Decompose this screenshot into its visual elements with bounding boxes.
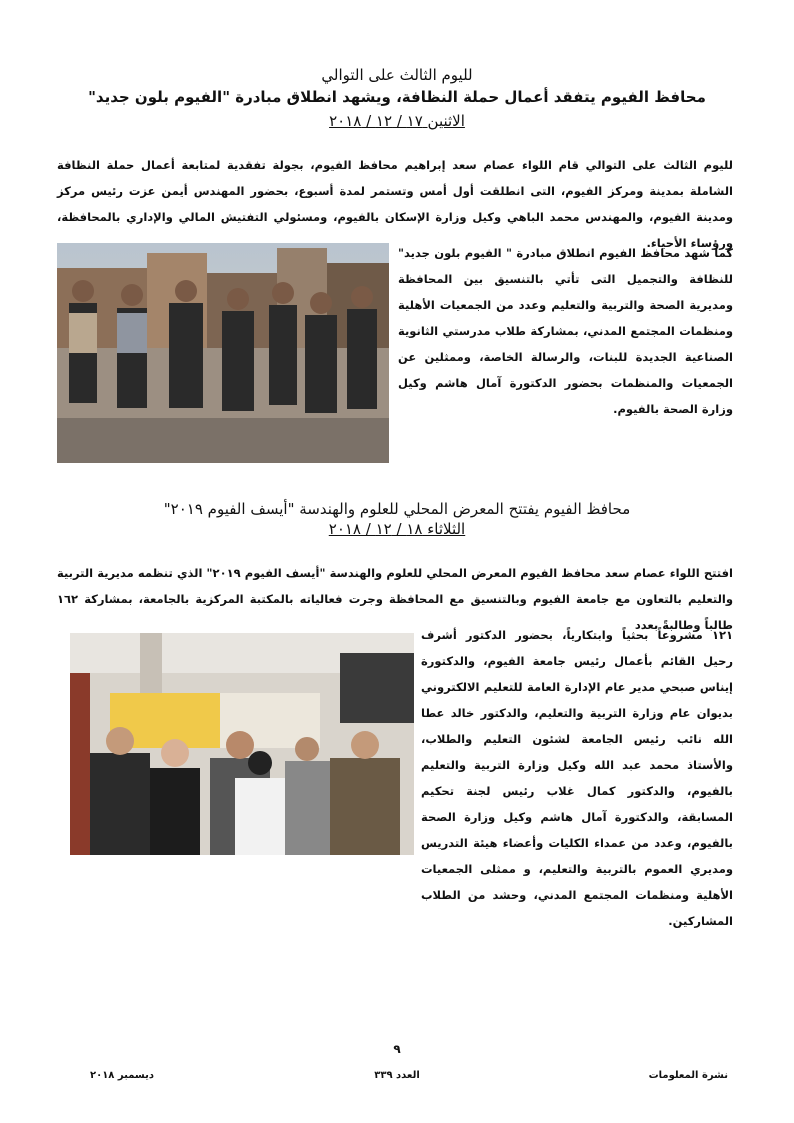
article1-paragraph-2: كما شهد محافظ الفيوم انطلاق مبادرة " الفيوم بلون جديد" للنظافة والتجميل التى تأتي بالتنسيق بين المحافظة ومديرية الصحة والتربية والتعليم وعدد من الجمعيات الأهلية ومنظمات المجتمع المدني، بمشاركة طلاب مدرستي الثانوية الصناعية الجديدة للبنات، والرسالة الخاصة، وممثلين عن الجمعيات والمنظمات بحضور الدكتورة آمال هاشم وكيل وزارة الصحة بالفيوم. — [398, 246, 733, 416]
footer-issue: العدد ٣٣٩ — [374, 1070, 420, 1081]
article1-headline: محافظ الفيوم يتفقد أعمال حملة النظافة، ويشهد انطلاق مبادرة "الفيوم بلون جديد" — [88, 88, 706, 106]
footer-month: ديسمبر ٢٠١٨ — [90, 1070, 154, 1081]
article1-kicker: لليوم الثالث على التوالي — [321, 66, 473, 84]
article1-date-text: الاثنين ١٧ / ١٢ / ٢٠١٨ — [329, 112, 465, 130]
cleanup-campaign-photo — [57, 243, 389, 463]
article2-date-text: الثلاثاء ١٨ / ١٢ / ٢٠١٨ — [328, 520, 466, 538]
article2-paragraph-1: افتتح اللواء عصام سعد محافظ الفيوم المعرض المحلي للعلوم والهندسة "أيسف الفيوم ٢٠١٩" الذي تنظمه مديرية التربية والتعليم بالتعاون مع جامعة الفيوم وبالتنسيق مع المحافظة وجرت فعالياته بالمكتبة المركزية بالجامعة، بمشاركة ١٦٢ طالباً وطالبةً بعدد — [57, 566, 733, 632]
article1-photo — [57, 243, 389, 463]
article2-paragraph-2: ١٢١ مشروعاً بحثياً وابتكارياً، بحضور الدكتور أشرف رحيل القائم بأعمال رئيس جامعة الفيوم، والدكتورة إيناس صبحي مدير عام الإدارة العامة للتعليم الالكتروني بديوان عام وزارة التربية والتعليم، والدكتور خالد عطا الله نائب رئيس الجامعة لشئون التعليم والطلاب، والأستاذ محمد عبد الله وكيل وزارة التربية والتعليم بالفيوم، والدكتور كمال غلاب رئيس لجنة تحكيم المسابقة، والدكتورة آمال هاشم وكيل وزارة الصحة بالفيوم، وعدد من عمداء الكليات وأعضاء هيئة التدريس ومديري العموم بالتربية والتعليم، و ممثلى الجمعيات الأهلية ومنظمات المجتمع المدني، وحشد من الطلاب المشاركين. — [421, 628, 733, 928]
article2-date — [0, 520, 794, 538]
page-number: ٩ — [393, 1042, 401, 1056]
footer-publication: نشرة المعلومات — [648, 1070, 728, 1081]
article2-headline: محافظ الفيوم يفتتح المعرض المحلي للعلوم والهندسة "أيسف الفيوم ٢٠١٩" — [163, 500, 631, 518]
science-fair-photo — [70, 633, 414, 855]
article1-paragraph-1: لليوم الثالث على التوالي قام اللواء عصام سعد إبراهيم محافظ الفيوم، بجولة تفقدية لمتابعة أعمال حملة النظافة الشاملة بمدينة ومركز الفيوم، التى انطلقت أول أمس وتستمر لمدة أسبوع، بحضور المهندس أيمن عزت رئيس مركز ومدينة الفيوم، والمهندس محمد الباهي وكيل وزارة الإسكان بالفيوم، ومسئولي التفتيش المالي والإداري بالمحافظة، ورؤساء الأحياء. — [57, 158, 733, 250]
article1-date — [0, 112, 794, 130]
article2-photo — [70, 633, 414, 855]
